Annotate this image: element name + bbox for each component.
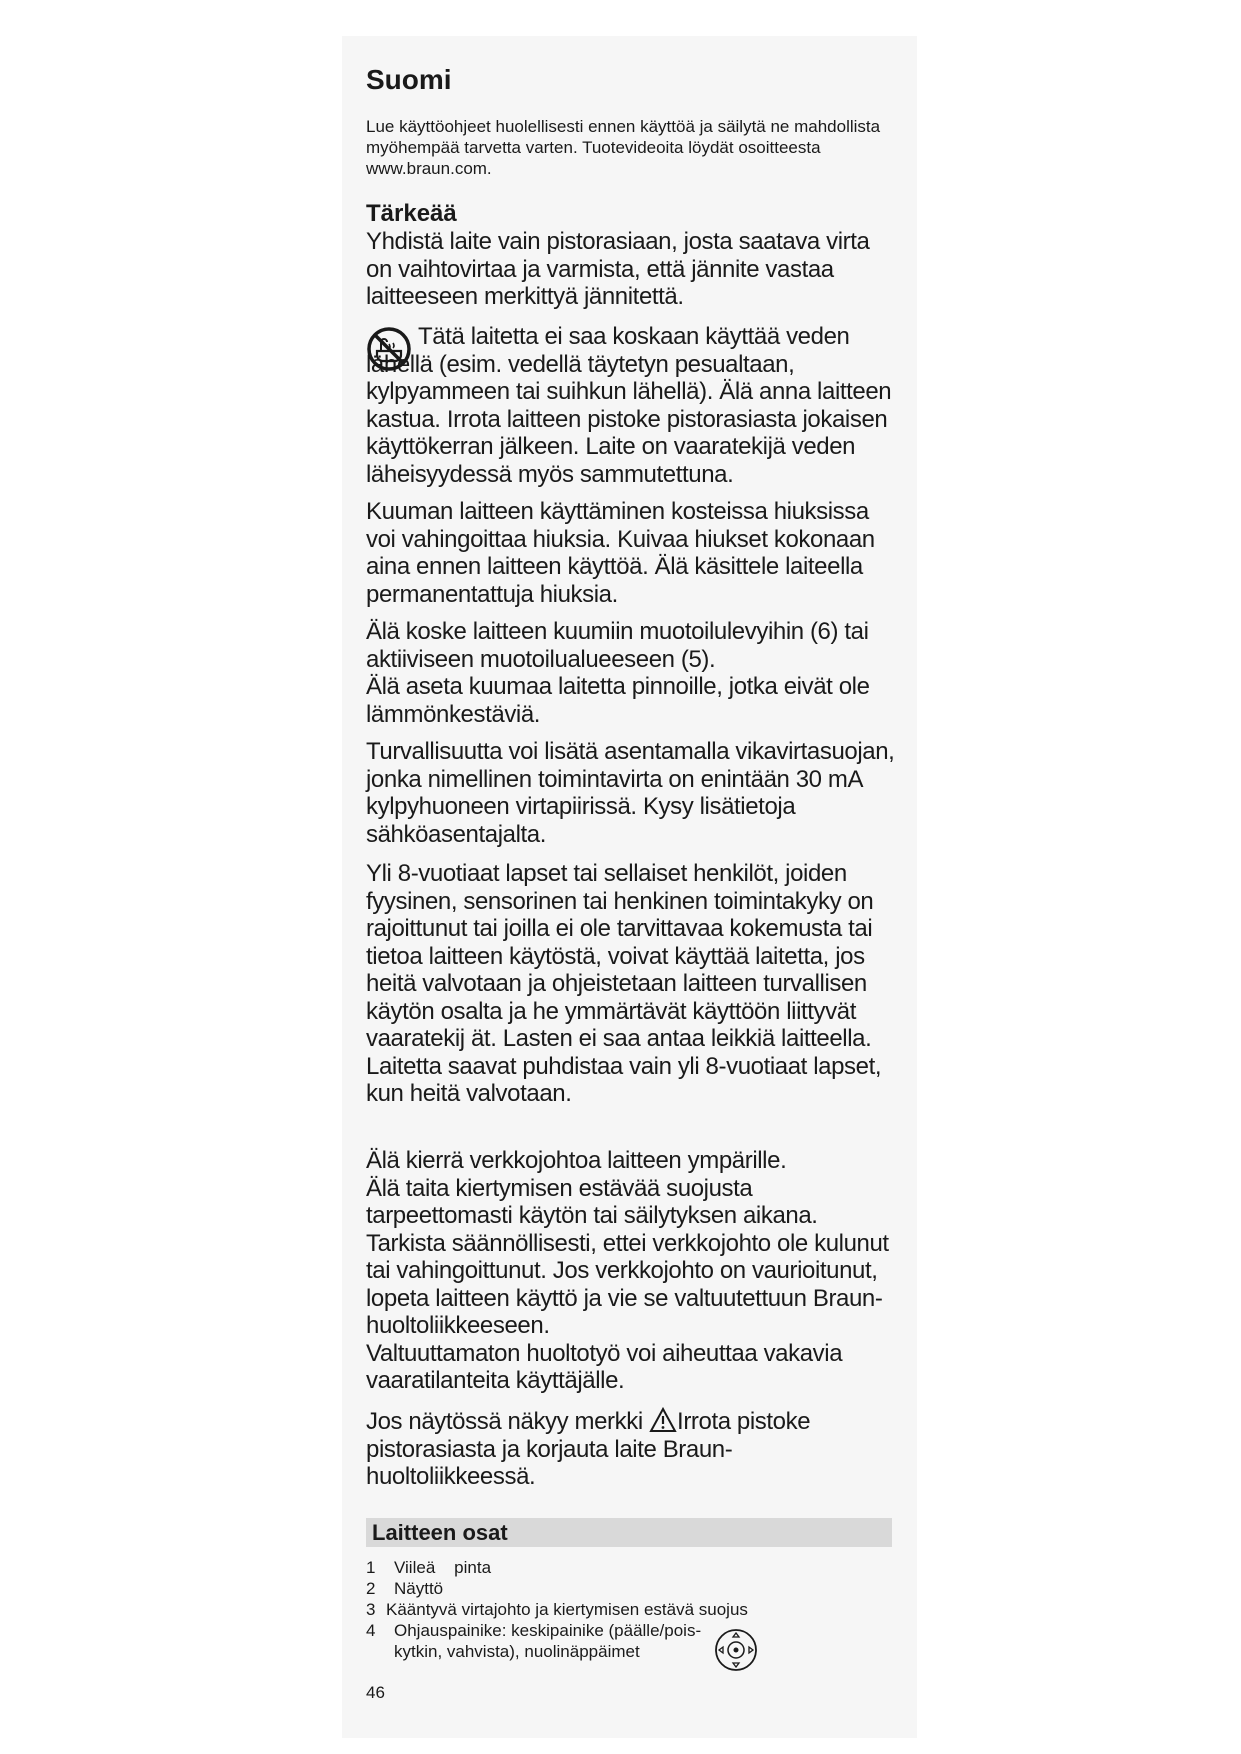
item-number: 2 xyxy=(366,1579,376,1598)
list-item xyxy=(366,1557,896,1578)
important-heading: Tärkeää xyxy=(366,200,457,227)
item-number: 4 xyxy=(366,1621,376,1640)
parts-heading: Laitteen osat xyxy=(372,1520,508,1545)
cord-inspection-warning: Tarkista säännöllisesti, ettei verkkojohto ole kulunut tai vahingoittunut. Jos verkkojohto on vaurioitunut, lopeta laitteen käyttö ja vie se valtuutettuun Braun-huoltoliikkeeseen. xyxy=(366,1229,889,1339)
heat-resistant-surface-warning: Älä aseta kuumaa laitetta pinnoille, jotka eivät ole lämmönkestäviä. xyxy=(366,673,870,728)
hot-plates-warning: Älä koske laitteen kuumiin muotoilulevyihin (6) tai aktiiviseen muotoilualueeseen (5). xyxy=(366,618,869,673)
important-paragraph-8 xyxy=(366,1407,896,1491)
important-paragraph-2: Tätä laitetta ei saa koskaan käyttää veden lähellä (esim. vedellä täytetyn pesualtaan, kylpyammeen tai suihkun lähellä). Älä anna laitteen kastua. Irrota laitteen pistoke pistorasiasta jokaisen käyttökerran jälkeen. Laite on vaaratekijä veden läheisyydessä myös sammutettuna. xyxy=(366,323,892,488)
item-text: Näyttö xyxy=(394,1579,444,1598)
list-item xyxy=(366,1620,714,1662)
item-text: Kääntyvä virtajohto ja kiertymisen estävä suojus xyxy=(386,1600,748,1619)
list-item xyxy=(366,1599,896,1620)
item-number: 3 xyxy=(366,1600,376,1619)
important-paragraph-6: Yli 8-vuotiaat lapset tai sellaiset henkilöt, joiden fyysinen, sensorinen tai henkinen toimintakyky on rajoittunut tai joilla ei ole tarvittavaa kokemusta tai tietoa laitteen käytöstä, voivat käyttää laitetta, jos heitä valvotaan ja ohjeistetaan laitteen turvallisen käytön osalta ja he ymmärtävät käyttöön liittyvät vaaratekij ät. Lasten ei saa antaa leikkiä laitteella. Laitetta saavat puhdistaa vain yli 8-vuotiaat lapset, kun heitä valvotaan. xyxy=(366,860,882,1107)
important-paragraph-1: Yhdistä laite vain pistorasiaan, josta saatava virta on vaihtovirtaa ja varmista, että jännite vastaa laitteeseen merkittyä jännitettä. xyxy=(366,228,870,310)
important-paragraph-4 xyxy=(366,618,896,728)
swivel-protector-warning: Älä taita kiertymisen estävää suojusta tarpeettomasti käytön tai säilytyksen aikana. xyxy=(366,1174,818,1229)
item-text: Ohjauspainike: keskipainike (päälle/pois-kytkin, vahvista), nuolinäppäimet xyxy=(394,1621,702,1661)
important-paragraph-5: Turvallisuutta voi lisätä asentamalla vikavirtasuojan, jonka nimellinen toimintavirta on enintään 30 mA kylpyhuoneen virtapiirissä. Kysy lisätietoja sähköasentajalta. xyxy=(366,738,895,848)
warning-sentence-end: Irrota pistoke pistorasiasta ja korjauta laite Braun-huoltoliikkeessä. xyxy=(366,1408,811,1490)
warning-triangle-icon xyxy=(649,1407,677,1433)
item-text: Viileä pinta xyxy=(394,1558,492,1577)
important-paragraph-7 xyxy=(366,1147,896,1395)
warning-sentence-start: Jos näytössä näkyy merkki xyxy=(366,1408,650,1435)
page-number: 46 xyxy=(366,1683,385,1702)
page-title: Suomi xyxy=(366,64,452,95)
parts-list xyxy=(366,1557,896,1662)
cord-wrap-warning: Älä kierrä verkkojohtoa laitteen ympärille. xyxy=(366,1147,787,1174)
unauthorized-repair-warning: Valtuuttamaton huoltotyö voi aiheuttaa vakavia vaaratilanteita käyttäjälle. xyxy=(366,1339,843,1394)
important-paragraph-3: Kuuman laitteen käyttäminen kosteissa hiuksissa voi vahingoittaa hiuksia. Kuivaa hiukset kokonaan aina ennen laitteen käyttöä. Älä käsittele laiteella permanentattuja hiuksia. xyxy=(366,498,875,608)
list-item xyxy=(366,1578,896,1599)
item-number: 1 xyxy=(366,1558,376,1577)
intro-text: Lue käyttöohjeet huolellisesti ennen käyttöä ja säilytä ne mahdollista myöhempää tarvetta varten. Tuotevideoita löydät osoitteesta www.braun.com. xyxy=(366,117,881,178)
control-dpad-icon xyxy=(713,1627,759,1673)
